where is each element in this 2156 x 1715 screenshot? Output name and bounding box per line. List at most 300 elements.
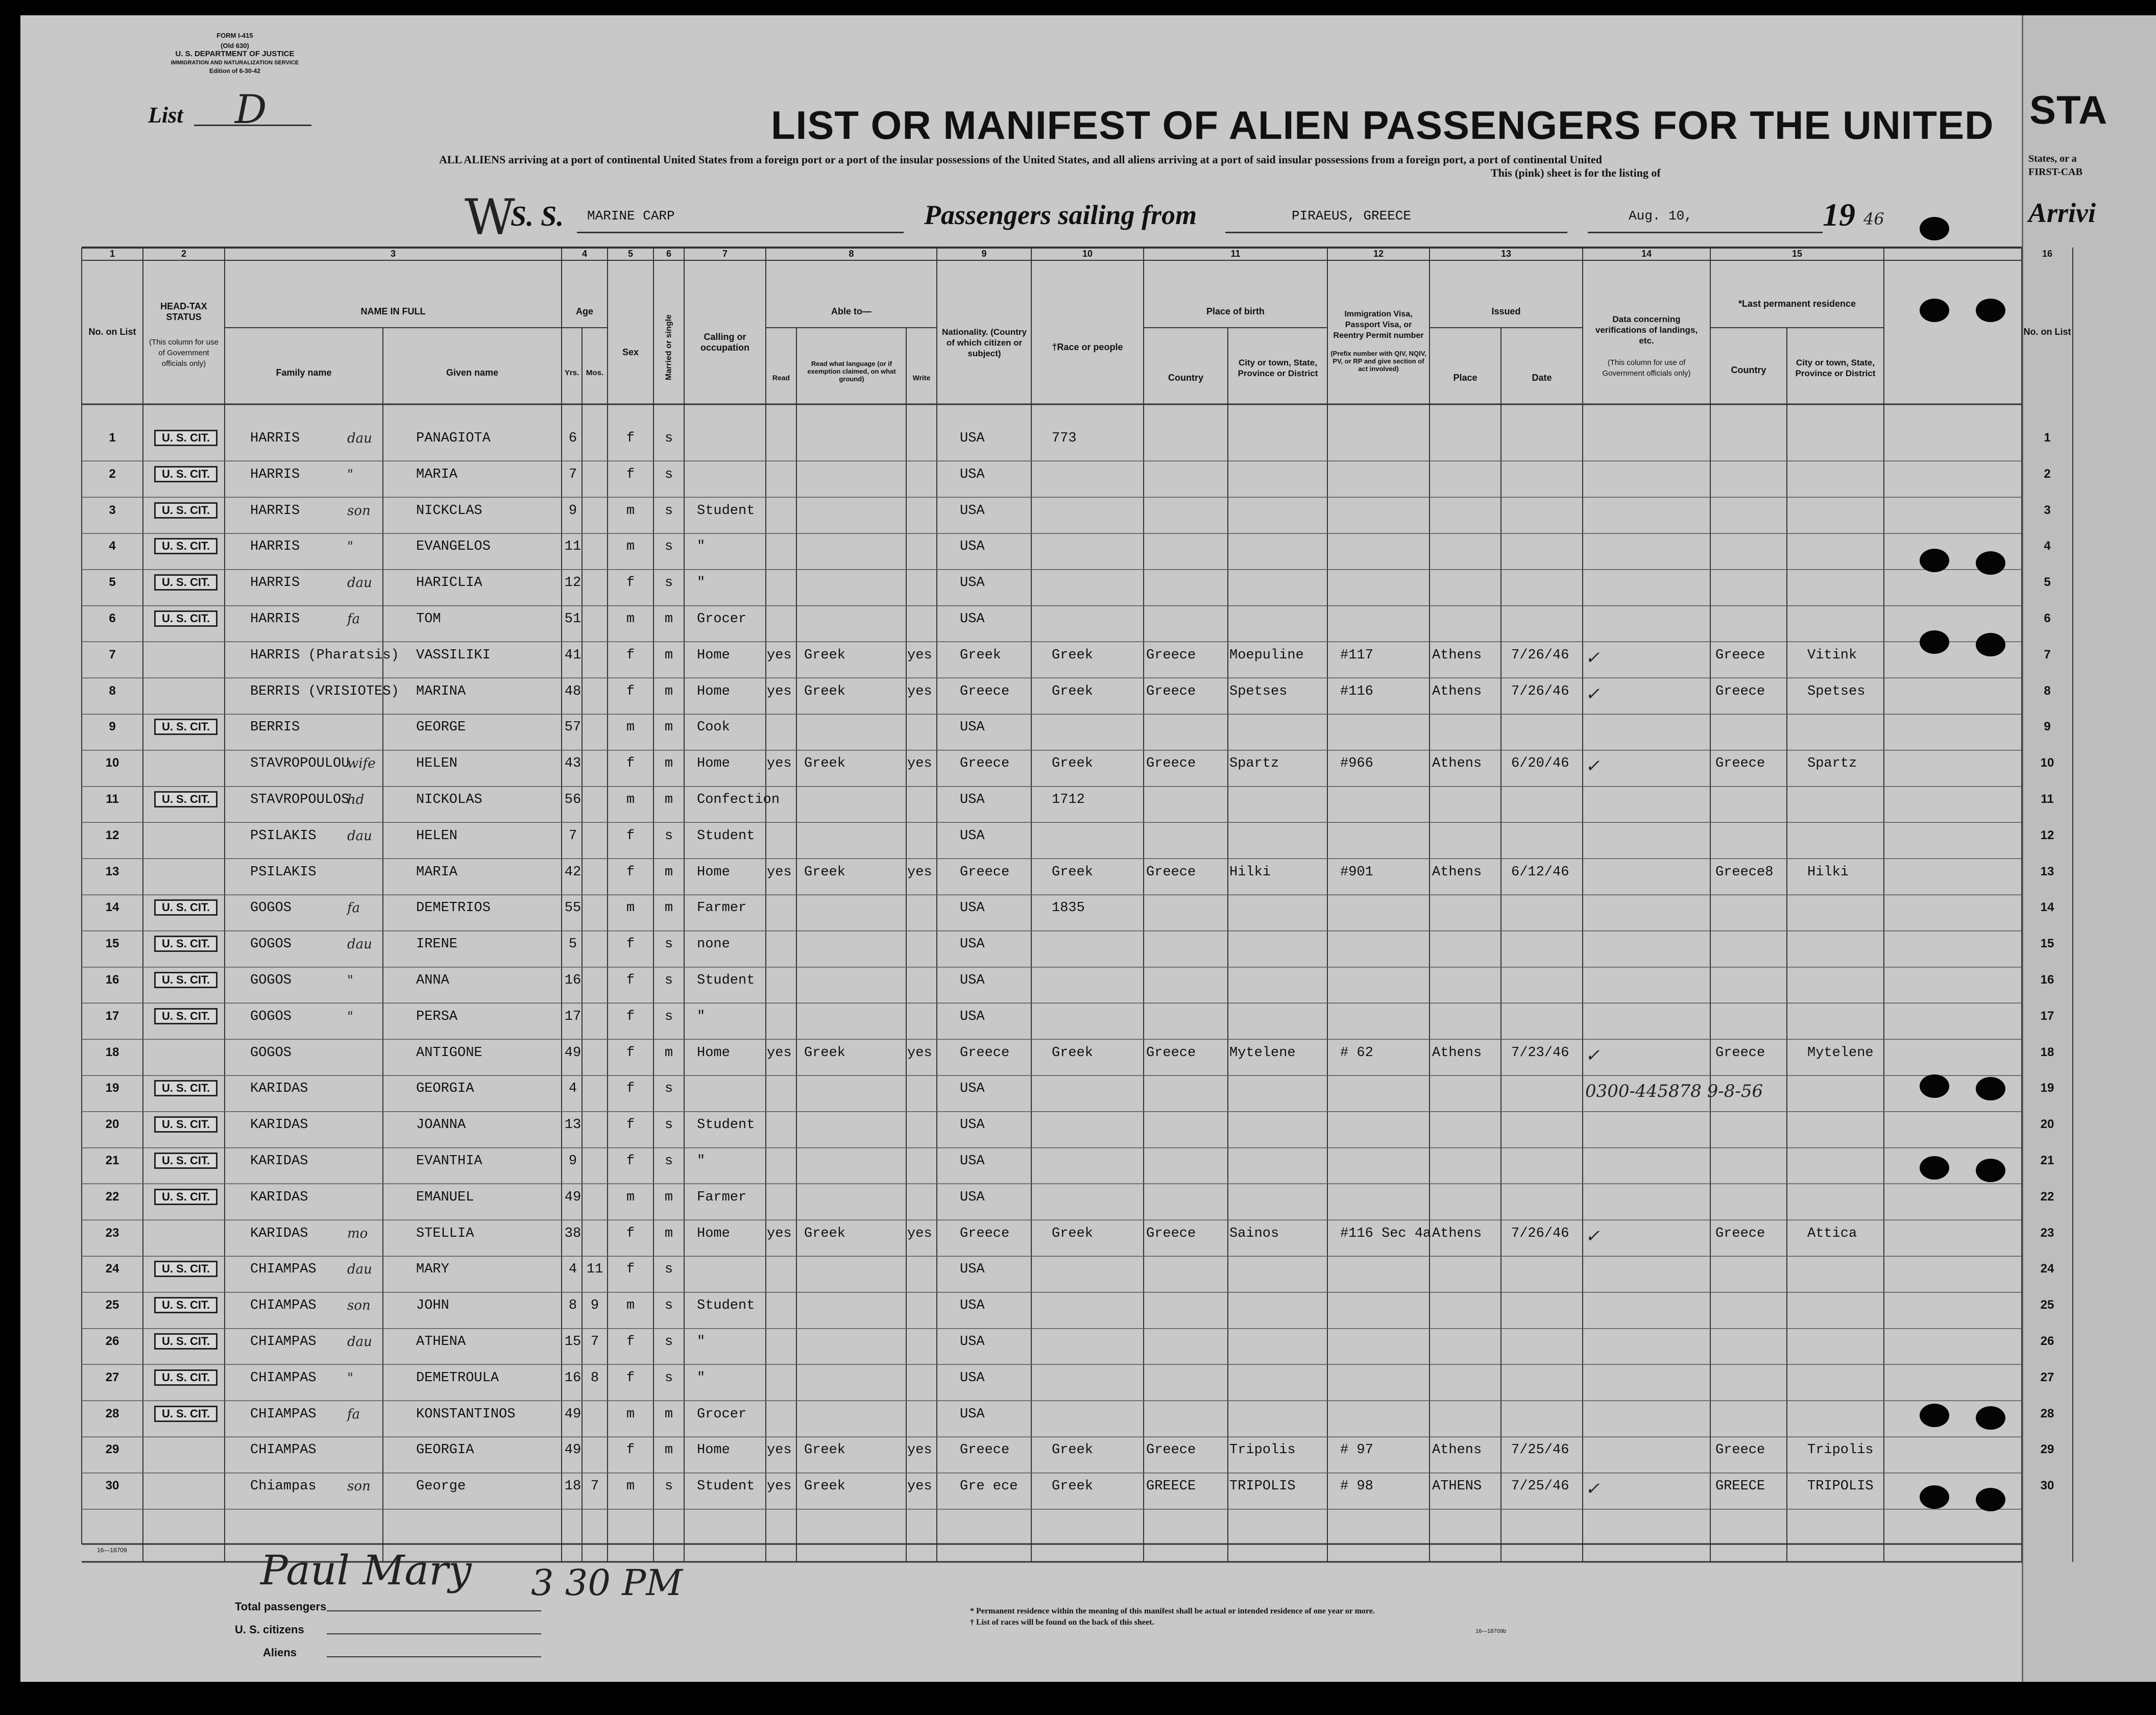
cell-ms: s <box>664 503 673 519</box>
ship-prefix: S. S. <box>511 201 564 232</box>
cell-visa: #966 <box>1340 756 1373 772</box>
row-number: 20 <box>105 1117 119 1132</box>
cell-sex: f <box>626 973 635 988</box>
us-citizen-stamp: U. S. CIT. <box>154 1153 217 1169</box>
col-number-6: 6 <box>666 249 671 259</box>
col-number-12: 12 <box>1373 249 1384 259</box>
cell-verif: ✓ <box>1585 756 1600 777</box>
cell-yrs: 49 <box>564 1045 582 1061</box>
header-birth-country: Country <box>1168 373 1203 383</box>
year-printed: 19 <box>1823 197 1855 233</box>
cell-occ: Home <box>697 647 730 663</box>
cell-city: Tripolis <box>1229 1442 1296 1458</box>
cell-nat: USA <box>960 431 985 446</box>
department: U. S. DEPARTMENT OF JUSTICE <box>175 50 295 58</box>
cell-given: KONSTANTINOS <box>416 1406 516 1422</box>
cell-date: 6/20/46 <box>1511 756 1569 772</box>
cell-nat: USA <box>960 900 985 916</box>
header-headtax-note: (This column for use of Government officials only) <box>149 338 219 368</box>
cell-relation: dau <box>347 575 372 591</box>
cell-yrs: 49 <box>564 1406 582 1422</box>
cell-given: MARY <box>416 1262 449 1278</box>
cell-occ: " <box>697 1009 706 1024</box>
row-number: 17 <box>105 1009 119 1023</box>
header-married: Married or single <box>664 314 673 380</box>
cell-place: Athens <box>1432 1442 1482 1458</box>
cell-nat: USA <box>960 792 985 807</box>
footer-line <box>327 1633 541 1634</box>
footnote-races: † List of races will be found on the back of this sheet. <box>970 1618 1154 1627</box>
cell-occ: Farmer <box>697 1189 747 1205</box>
cell-lang: Greek <box>804 683 846 699</box>
row-number-right: 29 <box>2040 1442 2054 1457</box>
cell-occ: " <box>697 1370 706 1386</box>
col-number-13: 13 <box>1500 249 1512 259</box>
cell-family: GOGOS <box>250 1009 292 1024</box>
cell-nat: USA <box>960 1081 985 1097</box>
cell-read: yes <box>767 1479 792 1494</box>
cell-sex: m <box>626 720 635 736</box>
cell-rcountry: Greece <box>1715 647 1765 663</box>
cell-mos: 7 <box>590 1479 599 1494</box>
ship-initial-mark: W <box>465 189 515 246</box>
cell-nat: USA <box>960 1009 985 1024</box>
row-number: 2 <box>109 467 116 481</box>
cell-nat: USA <box>960 611 985 627</box>
row-number: 14 <box>105 900 119 915</box>
cell-sex: f <box>626 1009 635 1024</box>
continuation-note-2: FIRST-CAB <box>2028 166 2082 178</box>
us-citizen-stamp: U. S. CIT. <box>154 791 217 807</box>
cell-read: yes <box>767 1226 792 1241</box>
cell-ms: m <box>664 1442 673 1458</box>
us-citizen-stamp: U. S. CIT. <box>154 1080 217 1096</box>
punch-hole <box>1976 299 2005 322</box>
row-number-right: 25 <box>2040 1298 2054 1312</box>
cell-family: CHIAMPAS <box>250 1442 317 1458</box>
row-number-right: 19 <box>2040 1081 2054 1095</box>
row-number: 5 <box>109 575 116 590</box>
cell-sex: m <box>626 1298 635 1314</box>
cell-occ: Student <box>697 503 755 519</box>
header-res-country: Country <box>1731 365 1766 375</box>
cell-yrs: 55 <box>564 900 582 916</box>
cell-place: Athens <box>1432 647 1482 663</box>
header-yrs: Yrs. <box>564 369 579 377</box>
header-last-residence: *Last permanent residence <box>1738 299 1856 309</box>
header-landings: Data concerning verifications of landings, etc. <box>1595 314 1698 346</box>
cell-nat: USA <box>960 1262 985 1278</box>
cell-read: yes <box>767 1442 792 1458</box>
col-number-8: 8 <box>849 249 854 259</box>
row-number: 28 <box>105 1406 119 1420</box>
cell-occ: Confection <box>697 792 780 807</box>
cell-lang: Greek <box>804 864 846 880</box>
cell-visa: #116 <box>1340 683 1373 699</box>
row-number-right: 13 <box>2040 864 2054 878</box>
cell-sex: f <box>626 1117 635 1133</box>
cell-city: Sainos <box>1229 1226 1279 1241</box>
cell-country: Greece <box>1146 1442 1196 1458</box>
cell-nat: Greece <box>960 756 1010 772</box>
cell-mos: 11 <box>586 1262 603 1278</box>
cell-visa: # 62 <box>1340 1045 1373 1061</box>
us-citizen-stamp: U. S. CIT. <box>154 936 217 952</box>
passenger-rows <box>20 15 2124 1682</box>
cell-relation: " <box>347 1370 353 1386</box>
cell-given: EMANUEL <box>416 1189 474 1205</box>
header-age: Age <box>575 306 593 316</box>
cell-yrs: 4 <box>568 1081 577 1097</box>
cell-given: ATHENA <box>416 1334 466 1350</box>
cell-family: PSILAKIS <box>250 828 317 844</box>
us-citizen-stamp: U. S. CIT. <box>154 719 217 735</box>
cell-occ: Student <box>697 1479 755 1494</box>
cell-family: HARRIS (Pharatsis) <box>250 647 399 663</box>
cell-family: CHIAMPAS <box>250 1406 317 1422</box>
cell-sex: m <box>626 900 635 916</box>
header-mos: Mos. <box>586 369 604 377</box>
cell-rcity: Mytelene <box>1807 1045 1874 1061</box>
row-number-right: 24 <box>2040 1262 2054 1276</box>
cell-rcity: Hilki <box>1807 864 1849 880</box>
cell-yrs: 16 <box>564 1370 582 1386</box>
cell-sex: f <box>626 828 635 844</box>
cell-family: HARRIS <box>250 611 300 627</box>
row-number: 15 <box>105 937 119 951</box>
row-number: 22 <box>105 1189 119 1204</box>
cell-race: Greek <box>1052 1045 1094 1061</box>
cell-relation: fa <box>347 900 360 916</box>
cell-nat: Greece <box>960 1442 1010 1458</box>
cell-race: Greek <box>1052 1226 1094 1241</box>
cell-occ: Cook <box>697 720 730 736</box>
cell-lang: Greek <box>804 1045 846 1061</box>
cell-ms: m <box>664 720 673 736</box>
cell-relation: " <box>347 973 353 988</box>
cell-yrs: 41 <box>564 647 582 663</box>
cell-nat: Greece <box>960 683 1010 699</box>
cell-sex: f <box>626 683 635 699</box>
cell-family: CHIAMPAS <box>250 1334 317 1350</box>
cell-race: 773 <box>1052 431 1077 446</box>
cell-relation: wife <box>347 756 376 772</box>
cell-race: 1712 <box>1052 792 1085 807</box>
cell-write: yes <box>907 647 932 663</box>
header-able-to: Able to— <box>831 306 871 316</box>
cell-nat: USA <box>960 973 985 988</box>
us-citizen-stamp: U. S. CIT. <box>154 899 217 916</box>
continuation-arrive-label: Arrivi <box>2028 198 2096 228</box>
cell-occ: Student <box>697 828 755 844</box>
us-citizen-stamp: U. S. CIT. <box>154 1406 217 1422</box>
punch-hole <box>1976 1159 2005 1182</box>
cell-yrs: 49 <box>564 1442 582 1458</box>
us-citizen-stamp: U. S. CIT. <box>154 1297 217 1313</box>
header-place-of-birth: Place of birth <box>1206 306 1265 316</box>
cell-sex: f <box>626 1226 635 1241</box>
row-number: 21 <box>105 1154 119 1167</box>
cell-ms: s <box>664 1298 673 1314</box>
footer-aliens: Aliens <box>263 1646 297 1659</box>
us-citizen-stamp: U. S. CIT. <box>154 1261 217 1277</box>
punch-hole <box>1976 1077 2005 1100</box>
header-visa: Immigration Visa, Passport Visa, or Reentry Permit number <box>1333 310 1424 340</box>
cell-sex: f <box>626 467 635 482</box>
row-number-right: 17 <box>2040 1009 2054 1023</box>
footer-us-citizens: U. S. citizens <box>235 1623 304 1636</box>
row-number-right: 2 <box>2044 467 2051 481</box>
cell-relation: dau <box>347 1262 372 1278</box>
cell-occ: Home <box>697 683 730 699</box>
cell-family: CHIAMPAS <box>250 1370 317 1386</box>
footnote-residence: * Permanent residence within the meaning of this manifest shall be actual or intended residence of one year or more. <box>970 1607 1375 1615</box>
punch-hole <box>1920 549 1949 572</box>
punch-hole <box>1976 1488 2005 1511</box>
cell-given: DEMETROULA <box>416 1370 499 1386</box>
cell-country: Greece <box>1146 683 1196 699</box>
cell-yrs: 49 <box>564 1189 582 1205</box>
cell-relation: son <box>347 1479 371 1494</box>
cell-yrs: 15 <box>564 1334 582 1350</box>
cell-rcountry: Greece8 <box>1715 864 1774 880</box>
us-citizen-stamp: U. S. CIT. <box>154 502 217 519</box>
cell-given: GEORGIA <box>416 1442 474 1458</box>
cell-yrs: 56 <box>564 792 582 807</box>
cell-sex: m <box>626 1189 635 1205</box>
cell-ms: s <box>664 973 673 988</box>
signature: Paul Mary <box>260 1547 472 1594</box>
cell-city: Moepuline <box>1229 647 1304 663</box>
row-number-right: 4 <box>2044 539 2051 553</box>
cell-ms: m <box>664 1045 673 1061</box>
cell-given: JOANNA <box>416 1117 466 1133</box>
row-number: 12 <box>105 828 119 842</box>
cell-sex: m <box>626 539 635 555</box>
header-no-on-list: No. on List <box>88 327 136 337</box>
row-number: 30 <box>105 1479 119 1493</box>
cell-date: 7/26/46 <box>1511 1226 1569 1241</box>
cell-race: Greek <box>1052 647 1094 663</box>
header-given-name: Given name <box>446 368 499 378</box>
header-visa-note: (Prefix number with QIV, NQIV, PV, or RP and give section of act involved) <box>1330 350 1426 373</box>
punch-hole <box>1920 1404 1949 1427</box>
cell-nat: USA <box>960 720 985 736</box>
cell-relation: son <box>347 503 371 519</box>
row-number-right: 14 <box>2040 900 2054 915</box>
cell-rcountry: Greece <box>1715 683 1765 699</box>
form-old-number: (Old 630) <box>221 42 249 50</box>
cell-family: STAVROPOULOU <box>250 756 350 772</box>
cell-write: yes <box>907 1226 932 1241</box>
row-number-right: 12 <box>2040 828 2054 842</box>
cell-given: DEMETRIOS <box>416 900 491 916</box>
row-number-right: 11 <box>2041 792 2054 806</box>
continuation-title: STA <box>2029 87 2108 132</box>
row-number: 1 <box>109 431 116 445</box>
cell-family: GOGOS <box>250 973 292 988</box>
cell-occ: Home <box>697 1226 730 1241</box>
col-number-3: 3 <box>390 249 396 259</box>
header-family-name: Family name <box>276 368 332 378</box>
row-number: 23 <box>105 1226 119 1240</box>
print-code-left: 16—18709 <box>97 1547 127 1554</box>
cell-given: VASSILIKI <box>416 647 491 663</box>
row-number-right: 27 <box>2040 1370 2054 1384</box>
port-name: PIRAEUS, GREECE <box>1292 208 1412 224</box>
cell-yrs: 12 <box>564 575 582 591</box>
cell-occ: " <box>697 575 706 591</box>
cell-sex: f <box>626 1045 635 1061</box>
row-number: 25 <box>105 1298 119 1312</box>
cell-read: yes <box>767 864 792 880</box>
us-citizen-stamp: U. S. CIT. <box>154 1333 217 1350</box>
cell-nat: USA <box>960 1406 985 1422</box>
cell-rcity: Tripolis <box>1807 1442 1874 1458</box>
cell-nat: USA <box>960 503 985 519</box>
cell-rcity: TRIPOLIS <box>1807 1479 1874 1494</box>
col-number-10: 10 <box>1082 249 1093 259</box>
col-number-11: 11 <box>1230 249 1241 259</box>
cell-nat: USA <box>960 1370 985 1386</box>
us-citizen-stamp: U. S. CIT. <box>154 1008 217 1024</box>
cell-visa: #116 Sec 4a <box>1340 1226 1432 1241</box>
cell-nat: USA <box>960 467 985 482</box>
row-number-right: 16 <box>2040 973 2054 987</box>
cell-ms: m <box>664 683 673 699</box>
col-number-1: 1 <box>109 249 115 259</box>
cell-race: Greek <box>1052 756 1094 772</box>
cell-place: Athens <box>1432 683 1482 699</box>
cell-ms: m <box>664 611 673 627</box>
row-number-right: 18 <box>2040 1045 2054 1059</box>
cell-given: GEORGE <box>416 720 466 736</box>
header-issued-place: Place <box>1453 373 1477 383</box>
cell-occ: Student <box>697 1298 755 1314</box>
cell-given: TOM <box>416 611 441 627</box>
cell-country: GREECE <box>1146 1479 1196 1494</box>
footer-total-passengers: Total passengers <box>235 1600 327 1613</box>
cell-sex: f <box>626 1370 635 1386</box>
header-issued: Issued <box>1491 306 1521 316</box>
row-number-right: 8 <box>2044 683 2051 698</box>
row-number-right: 3 <box>2044 503 2051 517</box>
cell-given: STELLIA <box>416 1226 474 1241</box>
footer-line <box>327 1656 541 1657</box>
cell-occ: " <box>697 1334 706 1350</box>
cell-ms: s <box>664 828 673 844</box>
cell-verif: ✓ <box>1585 1226 1600 1246</box>
cell-occ: Student <box>697 1117 755 1133</box>
cell-rcountry: Greece <box>1715 756 1765 772</box>
cell-date: 7/26/46 <box>1511 647 1569 663</box>
punch-hole <box>1976 551 2005 575</box>
continuation-note-1: States, or a <box>2028 153 2077 164</box>
cell-ms: s <box>664 937 673 952</box>
cell-visa: # 98 <box>1340 1479 1373 1494</box>
cell-yrs: 17 <box>564 1009 582 1024</box>
cell-family: PSILAKIS <box>250 864 317 880</box>
cell-relation: " <box>347 467 353 482</box>
manifest-title: LIST OR MANIFEST OF ALIEN PASSENGERS FOR THE UNITED <box>771 103 1994 148</box>
cell-yrs: 8 <box>568 1298 577 1314</box>
us-citizen-stamp: U. S. CIT. <box>154 972 217 988</box>
ship-name: MARINE CARP <box>587 208 675 224</box>
cell-occ: " <box>697 539 706 555</box>
cell-family: HARRIS <box>250 431 300 446</box>
list-value: D <box>235 87 267 133</box>
cell-occ: " <box>697 1154 706 1169</box>
cell-place: Athens <box>1432 1226 1482 1241</box>
cell-country: Greece <box>1146 864 1196 880</box>
cell-yrs: 7 <box>568 467 577 482</box>
cell-race: Greek <box>1052 864 1094 880</box>
header-headtax: HEAD-TAX STATUS <box>160 301 207 322</box>
cell-ms: m <box>664 756 673 772</box>
cell-city: Hilki <box>1229 864 1271 880</box>
cell-family: CHIAMPAS <box>250 1262 317 1278</box>
cell-place: Athens <box>1432 756 1482 772</box>
manifest-sheet <box>20 15 2124 1682</box>
cell-relation: dau <box>347 828 372 844</box>
cell-verif: ✓ <box>1585 647 1600 668</box>
row-number-right: 6 <box>2044 611 2051 625</box>
cell-family: KARIDAS <box>250 1189 308 1205</box>
cell-write: yes <box>907 1479 932 1494</box>
cell-yrs: 4 <box>568 1262 577 1278</box>
cell-yrs: 57 <box>564 720 582 736</box>
cell-relation: " <box>347 539 353 555</box>
cell-family: BERRIS <box>250 720 300 736</box>
cell-family: STAVROPOULOS <box>250 792 350 807</box>
list-label: List <box>148 103 183 128</box>
cell-ms: s <box>664 539 673 555</box>
row-number-right: 23 <box>2040 1226 2054 1240</box>
cell-nat: USA <box>960 1117 985 1133</box>
cell-sex: f <box>626 431 635 446</box>
header-race: †Race or people <box>1052 342 1123 352</box>
cell-yrs: 13 <box>564 1117 582 1133</box>
col-number-9: 9 <box>981 249 987 259</box>
cell-race: Greek <box>1052 1442 1094 1458</box>
cell-occ: Grocer <box>697 611 747 627</box>
cell-occ: none <box>697 937 730 952</box>
row-number: 19 <box>105 1081 119 1095</box>
cell-given: MARIA <box>416 864 458 880</box>
cell-ms: m <box>664 1226 673 1241</box>
us-citizen-stamp: U. S. CIT. <box>154 1369 217 1386</box>
cell-family: HARRIS <box>250 575 300 591</box>
cell-family: Chiampas <box>250 1479 317 1494</box>
header-name-in-full: NAME IN FULL <box>360 306 426 316</box>
cell-ms: s <box>664 1009 673 1024</box>
cell-nat: Greek <box>960 647 1002 663</box>
cell-rcity: Spartz <box>1807 756 1857 772</box>
cell-ms: m <box>664 1406 673 1422</box>
cell-relation: hd <box>347 792 365 807</box>
print-code-right: 16—18709b <box>1475 1628 1506 1634</box>
cell-ms: s <box>664 467 673 482</box>
col-number-15: 15 <box>1791 249 1803 259</box>
cell-family: GOGOS <box>250 900 292 916</box>
cell-relation: dau <box>347 937 372 952</box>
cell-lang: Greek <box>804 1479 846 1494</box>
cell-sex: f <box>626 864 635 880</box>
service: IMMIGRATION AND NATURALIZATION SERVICE <box>171 60 299 66</box>
row-number: 7 <box>109 647 116 662</box>
row-number: 16 <box>105 973 119 987</box>
cell-read: yes <box>767 756 792 772</box>
